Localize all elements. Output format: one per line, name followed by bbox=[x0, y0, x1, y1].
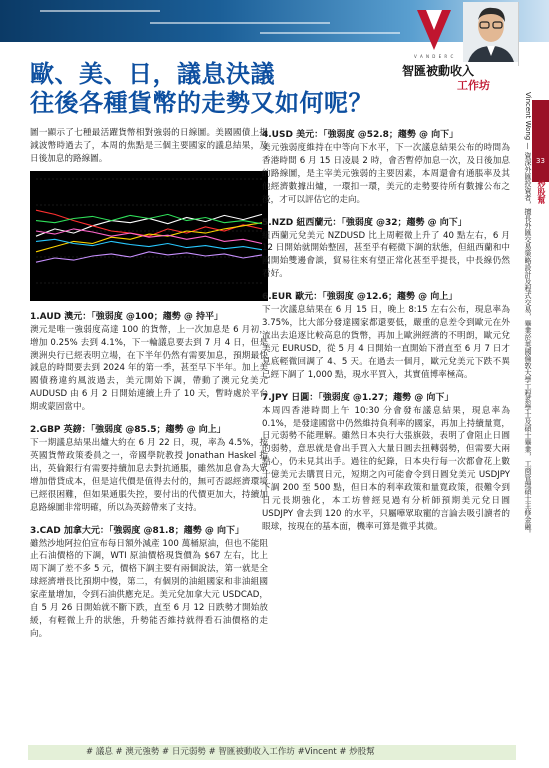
article-column-right bbox=[262, 129, 510, 534]
section-heading-cad: 3.CAD 加拿大元：「強弱度 @81.8；趨勢 @ 向下」 bbox=[30, 525, 244, 536]
section-body-gbp: 下一期議息結果出爐大約在 6 月 22 日，現，率為 4.5%，按英國貨幣政策委員之一，帝國學院教授 Jonathan Haskel 指出，英倫銀行有需要持續加息去對抗通脹，雖然加息會為大眾增加借貸成本，但是這代價是值得去付的，無可否認經濟環境已經很困難，但如果通脹失控，要付出的代價更加大，持續加息路線圖非常明確，所以為英鎊帶來了支持。 bbox=[30, 438, 268, 513]
article-column-left bbox=[30, 127, 268, 641]
light-streak bbox=[150, 22, 330, 24]
headline-line-1: 歐、美、日，議息決議 bbox=[30, 60, 275, 88]
author-photo bbox=[463, 2, 519, 66]
author-name: 炒股幫 bbox=[537, 180, 546, 204]
chart-series-line-0 bbox=[36, 214, 262, 236]
section-heading-nzd: 5.NZD 紐西蘭元：「強弱度 @32；趨勢 @ 向下」 bbox=[262, 217, 467, 228]
logo-subtitle: V A N D E R C bbox=[414, 54, 455, 59]
section-body-nzd: 紐西蘭元兌美元 NZDUSD 比上周輕微上升了 40 點左右，6 月 12 日開始就開始整固，甚至乎有輕微下調的狀態，但紐西蘭和中國開始雙邊會談，貿易往來有望正常化甚至乎提長，中長線仍然看好。 bbox=[262, 230, 510, 280]
section-heading-usd: 4.USD 美元：「強弱度 @52.8；趨勢 @ 向下」 bbox=[262, 130, 459, 140]
intro-paragraph: 圖一顯示了七種最活躍貨幣相對強弱的日線圖。美國國債上揚減波幣時過去了，本周的焦點是三個主要國家的議息結果，及日後加息的路線圖。 bbox=[30, 128, 268, 164]
column-title-line-2: 工作坊 bbox=[457, 79, 490, 92]
section-body-eur: 下一次議息結果在 6 月 15 日，晚上 8:15 左右公布，現息率為 3.75%，比大部分發達國家都還要低，嚴重的息差令到歐元在外流出去追逐比較高息的貨幣，再加上歐洲經濟的不明朗，歐元兌美元 EURUSD，從 5 月 4 日開始一直開始下滑直至 6 月 7 日才見底輕微回調了 4、5 天。在過去一個月，歐元兌美元下跌不異已經下調了 1,000 點，現水平買入，其實值博率極高。 bbox=[262, 305, 510, 380]
page-tab bbox=[532, 100, 549, 182]
section-heading-aud: 1.AUD 澳元：「強弱度 @100；趨勢 @ 持平」 bbox=[30, 311, 223, 322]
currency-strength-chart bbox=[30, 171, 268, 301]
section-heading-gbp: 2.GBP 英鎊：「強弱度 @85.5；趨勢 @ 向上」 bbox=[30, 425, 226, 436]
chart-canvas bbox=[30, 171, 268, 301]
page-number: 33 bbox=[536, 157, 545, 165]
section-body-usd: 美元強弱度維持在中等向下水平，下一次議息結果公布的時間為香港時間 6 月 15 日凌晨 2 時，會否暫停加息一次，及日後加息的路線圖，是主宰美元強弱的主要因素，本周還會有通脹率及其他經濟數據出爐，一環扣一環，美元的走勢要待所有數據公布之後，才可以評估它的走向。 bbox=[262, 143, 510, 205]
light-streak bbox=[260, 32, 400, 34]
headline bbox=[30, 60, 373, 118]
headline-line-2: 往後各種貨幣的走勢又如何呢？ bbox=[30, 89, 373, 117]
vander-logo-icon bbox=[415, 8, 453, 52]
section-heading-eur: 6.EUR 歐元：「強弱度 @12.6；趨勢 @ 向上」 bbox=[262, 292, 458, 303]
column-title-line-1: 智匯被動收入 bbox=[402, 64, 475, 78]
author-bio: Vincent Wong — 資深外匯投資者，擅長外匯交易策略設計及程式交易，畢業於英國倫敦大學工程系學士及碩士畢業，工商管理碩士主修金融。 bbox=[524, 92, 532, 537]
column-title bbox=[398, 62, 518, 92]
section-body-cad: 雖然沙地阿拉伯宣布每日額外減產 100 萬桶原油，但也不能阻止石油價格的下調，WTI 原油價格現貨價為 $67 左右，比上周下調了差不多 5 元，價格下調主要有兩個說法，第一就是全球經濟增長比預期中慢，第二，有個別的油組國家和非油組國家產量增加，令到石油供應充足。美元兌加拿大元 USDCAD，自 5 月 26 日開始就不斷下跌，直至 6 月 12 日跌勢才開始放緩，有輕微上升的狀態，升勢能否維持就得看石油價格的走向。 bbox=[30, 538, 268, 639]
section-heading-jpy: 7.JPY 日圓：「強弱度 @1.27；趨勢 @ 向下」 bbox=[262, 392, 454, 403]
section-body-aud: 澳元是唯一強弱度高達 100 的貨幣，上一次加息是 6 月初，增加 0.25% 去到 4.1%，下一輪議息要去到 7 月 4 日，但是澳洲央行已經表明立場，在下半年仍然有需要加息，預期最快減息的時間要去到 2024 年的第一季，甚至早下半年。加上美國債務違約風波過去，美元開始下調，帶動了澳元兌美元 AUDUSD 由 6 月 2 日開始連續上升了 10 天，暫時處於平台期或蒙固當中。 bbox=[30, 324, 268, 413]
section-body-jpy: 本周四香港時間上午 10:30 分會發布議息結果，現息率為 0.1%，是發達國當中仍然維持負利率的國家，再加上持續量寬，日元弱勢不能理解。雖然日本央行大張旗鼓，表明了會阻止日圓的弱勢，意思就是會出手買入大量日圓去扭轉弱勢，但需要大兩點心，仍未見其出手。過往的紀錄，日本央行每一次都會花上數十億美元去購買日元，短期之內可能會令到日圓兌美元 USDJPY 下調 200 至 500 點，但日本的利率政策和量寬政策，很難令到日元長期強化，本工坊曾經見過有分析師預期美元兌日圓 USDJPY 會去到 120 的水平，只屬嘩眾取寵的言論去吸引讀者的眼球，按現在的基本面，機率可算是微乎其微。 bbox=[262, 405, 510, 532]
light-streak bbox=[40, 10, 160, 12]
hashtag-bar: # 議息 # 澳元強勢 # 日元弱勢 # 智匯被動收入工作坊 #Vincent # 炒股幫 bbox=[28, 745, 516, 760]
